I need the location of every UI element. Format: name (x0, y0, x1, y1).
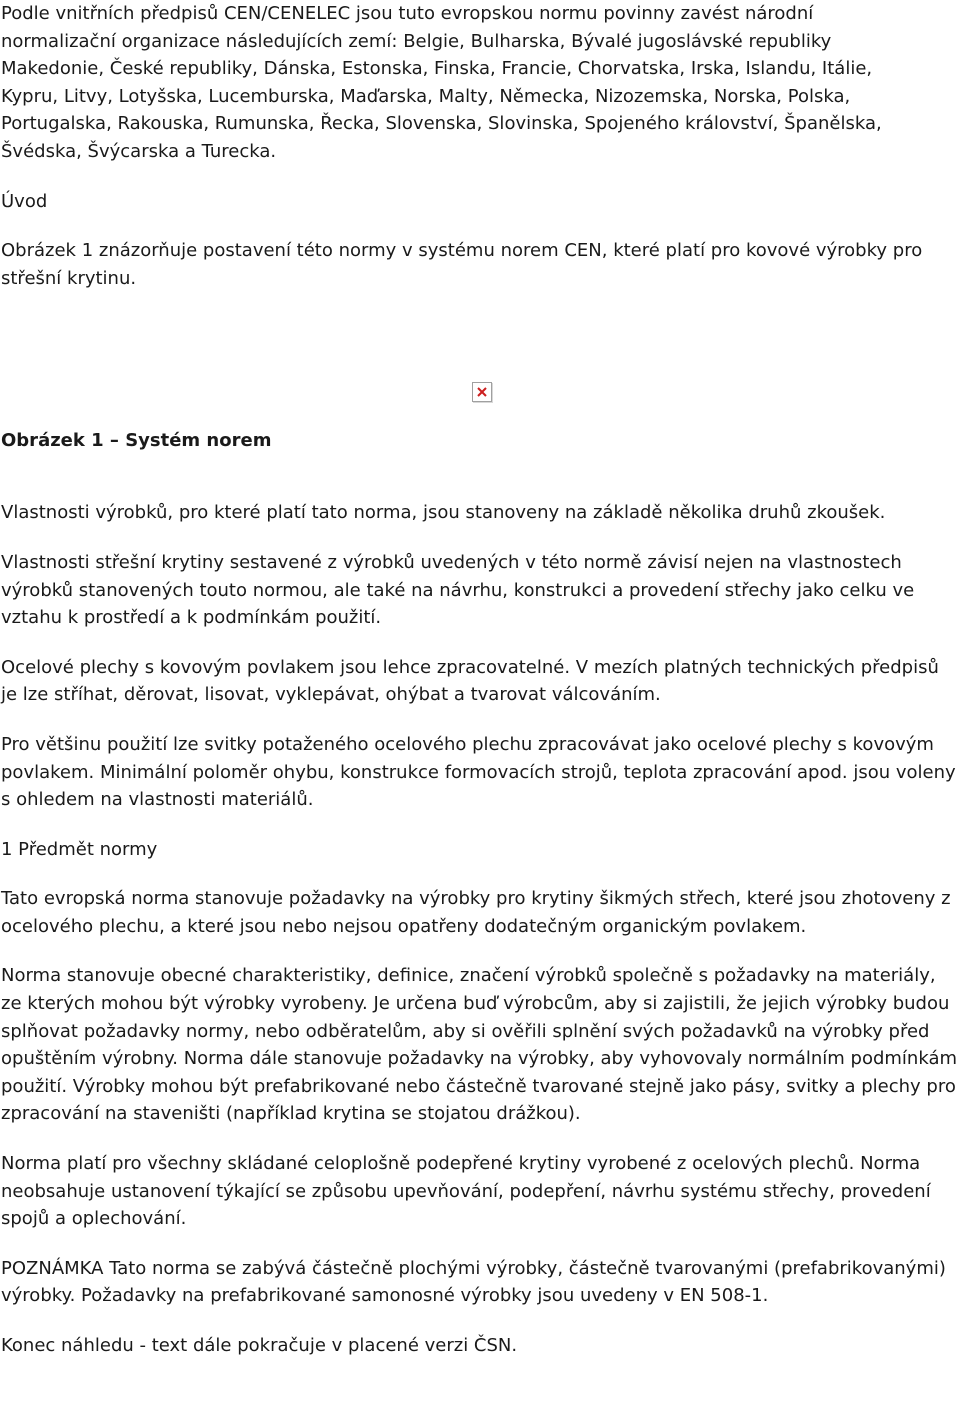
paragraph: Vlastnosti výrobků, pro které platí tato norma, jsou stanoveny na základě několika druhů zkoušek. (1, 502, 886, 524)
section-heading-predmet-normy: 1 Předmět normy (1, 838, 158, 860)
figure-1 (1, 292, 959, 482)
broken-image-icon (472, 382, 492, 402)
figure-caption: Obrázek 1 – Systém norem (1, 430, 272, 452)
document-body (1, 0, 959, 1360)
uvod-paragraph: Obrázek 1 znázorňuje postavení této normy v systému norem CEN, které platí pro kovové výrobky pro střešní krytinu. (1, 240, 923, 289)
section-heading-uvod: Úvod (1, 190, 48, 212)
paragraph: Vlastnosti střešní krytiny sestavené z výrobků uvedených v této normě závisí nejen na vlastnostech výrobků stanovených touto normou, ale také na návrhu, konstrukci a provedení střechy jako celku ve vztahu k prostředí a k podmínkám použití. (1, 551, 915, 629)
paragraph: Tato evropská norma stanovuje požadavky na výrobky pro krytiny šikmých střech, které jsou zhotoveny z ocelového plechu, a které jsou nebo nejsou opatřeny dodatečným organickým povlakem. (1, 888, 951, 937)
paragraph: Pro většinu použití lze svitky potaženého ocelového plechu zpracovávat jako ocelové plechy s kovovým povlakem. Minimální poloměr ohybu, konstrukce formovacích strojů, teplota zpracování apod. jsou voleny s ohledem na vlastnosti materiálů. (1, 733, 956, 811)
preview-end-note: Konec náhledu - text dále pokračuje v placené verzi ČSN. (1, 1335, 518, 1356)
paragraph: Norma stanovuje obecné charakteristiky, definice, značení výrobků společně s požadavky na materiály, ze kterých mohou být výrobky vyrobeny. Je určena buď výrobcům, aby si zajistili, že jejich výrobky budou splňovat požadavky normy, nebo odběratelům, aby si ověřili splnění svých požadavků na výrobky před opuštěním výrobny. Norma dále stanovuje požadavky na výrobky, aby vyhovovaly normálním podmínkám použití. Výrobky mohou být prefabrikované nebo částečně tvarované stejně jako pásy, svitky a plechy pro zpracování na staveništi (například krytina se stojatou drážkou). (1, 965, 958, 1125)
note-paragraph: POZNÁMKA Tato norma se zabývá částečně plochými výrobky, částečně tvarovanými (prefabrikovanými) výrobky. Požadavky na prefabrikované samonosné výrobky jsou uvedeny v EN 508-1. (1, 1257, 946, 1307)
paragraph: Ocelové plechy s kovovým povlakem jsou lehce zpracovatelné. V mezích platných technických předpisů je lze stříhat, děrovat, lisovat, vyklepávat, ohýbat a tvarovat válcováním. (1, 656, 939, 706)
intro-paragraph: Podle vnitřních předpisů CEN/CENELEC jsou tuto evropskou normu povinny zavést národní normalizační organizace následujících zemí: Belgie, Bulharska, Bývalé jugoslávské republiky Makedonie, České republiky, Dánska, Estonska, Finska, Francie, Chorvatska, Irska, Islandu, Itálie, Kypru, Litvy, Lotyšska, Lucemburska, Maďarska, Malty, Německa, Nizozemska, Norska, Polska, Portugalska, Rakouska, Rumunska, Řecka, Slovenska, Slovinska, Spojeného království, Španělska, Švédska, Švýcarska a Turecka. (1, 3, 882, 162)
paragraph: Norma platí pro všechny skládané celoplošně podepřené krytiny vyrobené z ocelových plechů. Norma neobsahuje ustanovení týkající se způsobu upevňování, podepření, návrhu systému střechy, provedení spojů a oplechování. (1, 1153, 931, 1230)
